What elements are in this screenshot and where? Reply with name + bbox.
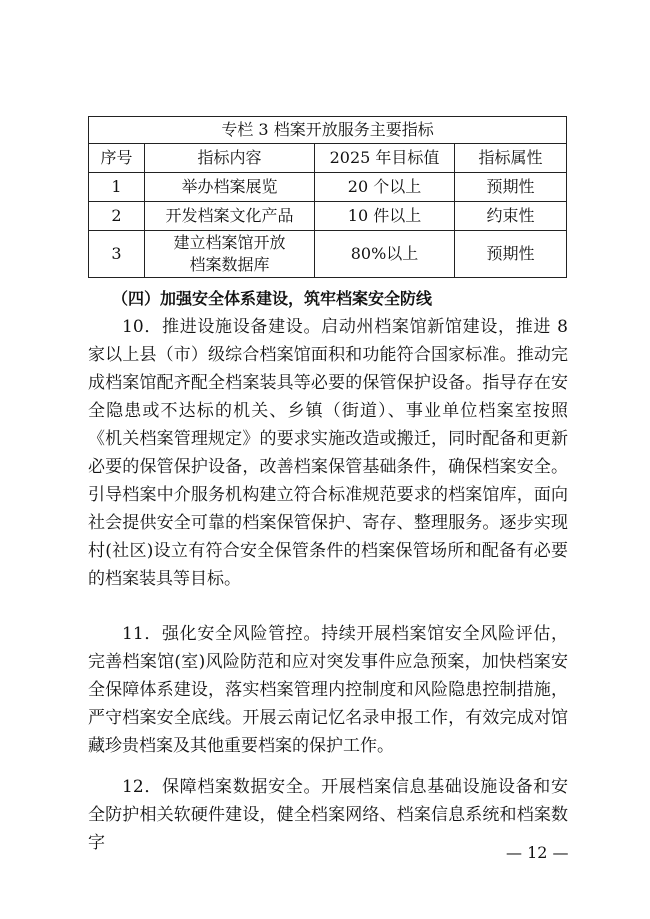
paragraph-10 [88, 313, 568, 593]
header-attribute: 指标属性 [455, 144, 567, 173]
row-attribute: 约束性 [455, 202, 567, 231]
indicator-table [88, 116, 567, 278]
section-heading: （四）加强安全体系建设，筑牢档案安全防线 [112, 289, 433, 308]
table-row [89, 231, 567, 278]
row-attribute: 预期性 [455, 173, 567, 202]
row-index: 1 [89, 173, 145, 202]
row-content: 开发档案文化产品 [145, 202, 315, 231]
paragraph-11 [88, 620, 568, 760]
table-caption: 专栏 3 档案开放服务主要指标 [89, 117, 567, 144]
paragraph-12 [88, 773, 568, 857]
page-number: — 12 — [506, 843, 569, 862]
header-target: 2025 年目标值 [315, 144, 455, 173]
paragraph-text: 11．强化安全风险管控。持续开展档案馆安全风险评估，完善档案馆(室)风险防范和应对突发事件应急预案，加快档案安全保障体系建设，落实档案管理内控制度和风险隐患控制措施，严守档案安全底线。开展云南记忆名录申报工作，有效完成对馆藏珍贵档案及其他重要档案的保护工作。 [88, 624, 568, 756]
table-row [89, 173, 567, 202]
row-attribute: 预期性 [455, 231, 567, 278]
row-target: 10 件以上 [315, 202, 455, 231]
header-content: 指标内容 [145, 144, 315, 173]
paragraph-text: 10．推进设施设备建设。启动州档案馆新馆建设，推进 8 家以上县（市）级综合档案馆面积和功能符合国家标准。推动完成档案馆配齐配全档案装具等必要的保管保护设备。指导存在安全隐患或不达标的机关、乡镇（街道）、事业单位档案室按照《机关档案管理规定》的要求实施改造或搬迁，同时配备和更新必要的保管保护设备，改善档案保管基础条件，确保档案安全。引导档案中介服务机构建立符合标准规范要求的档案馆库，面向社会提供安全可靠的档案保管保护、寄存、整理服务。逐步实现村(社区)设立有符合安全保管条件的档案保管场所和配备有必要的档案装具等目标。 [88, 317, 568, 589]
paragraph-text: 12．保障档案数据安全。开展档案信息基础设施设备和安全防护相关软硬件建设，健全档案网络、档案信息系统和档案数字 [88, 777, 568, 853]
header-index: 序号 [89, 144, 145, 173]
row-content-line: 档案数据库 [189, 255, 270, 274]
table-row [89, 202, 567, 231]
row-content: 举办档案展览 [145, 173, 315, 202]
row-index: 3 [89, 231, 145, 278]
row-target: 80%以上 [315, 231, 455, 278]
row-index: 2 [89, 202, 145, 231]
row-target: 20 个以上 [315, 173, 455, 202]
row-content-line: 建立档案馆开放 [173, 233, 286, 252]
row-content [145, 231, 315, 278]
